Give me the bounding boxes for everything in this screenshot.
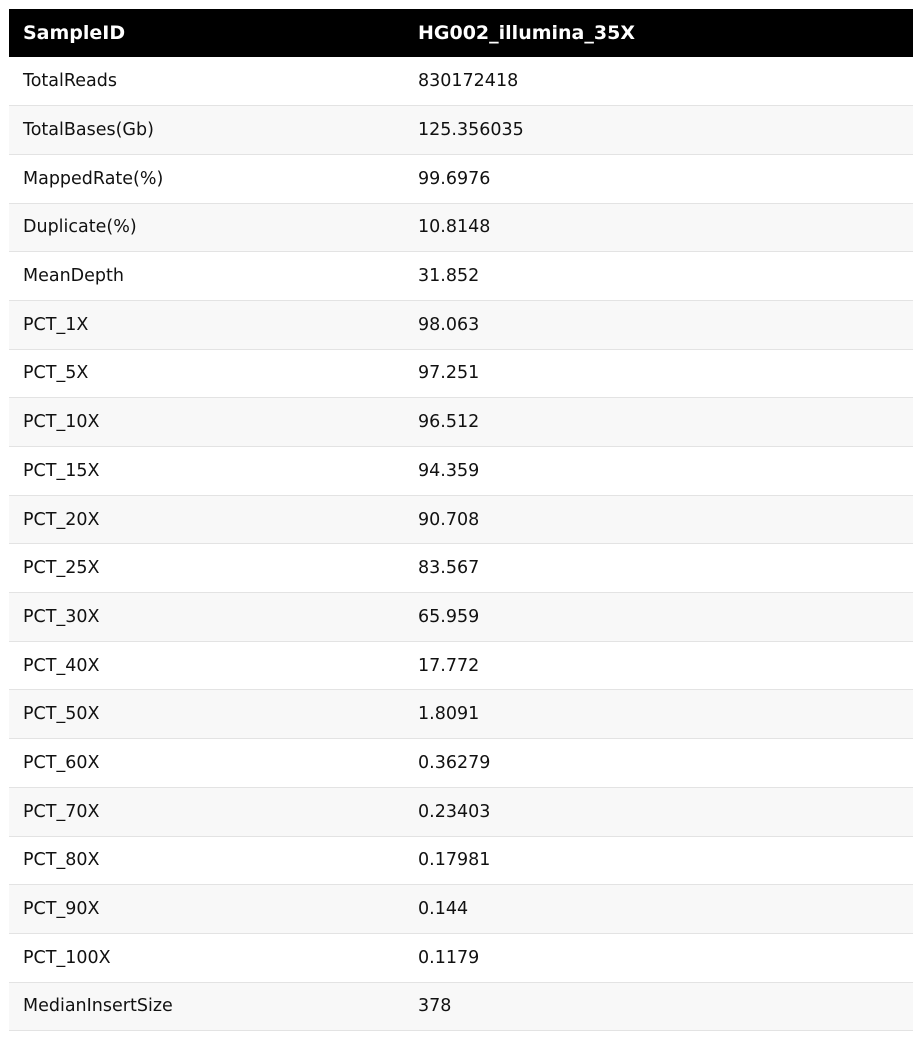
metric-name-cell: PCT_5X — [23, 363, 89, 384]
metric-name-cell: PCT_40X — [23, 655, 100, 676]
table-row — [9, 154, 913, 203]
header-cell-metric: SampleID — [23, 22, 126, 44]
metric-name-cell: Duplicate(%) — [23, 217, 137, 238]
header-cell-sample: HG002_illumina_35X — [418, 22, 635, 44]
metric-value-cell: 96.512 — [418, 412, 480, 433]
table-row — [9, 836, 913, 885]
table-row — [9, 739, 913, 788]
table-row — [9, 593, 913, 642]
metric-value-cell: 830172418 — [418, 71, 519, 92]
table-row — [9, 57, 913, 106]
metric-value-cell: 10.8148 — [418, 217, 491, 238]
metric-value-cell: 0.1179 — [418, 947, 480, 968]
table-row — [9, 398, 913, 447]
metric-name-cell: TotalReads — [23, 71, 117, 92]
metric-name-cell: MedianInsertSize — [23, 996, 173, 1017]
metric-value-cell: 31.852 — [418, 266, 480, 287]
table-row — [9, 787, 913, 836]
metric-value-cell: 0.17981 — [418, 850, 491, 871]
metric-name-cell: PCT_10X — [23, 412, 100, 433]
table-body — [9, 57, 913, 1031]
metric-value-cell: 17.772 — [418, 655, 480, 676]
metric-value-cell: 378 — [418, 996, 452, 1017]
metric-value-cell: 83.567 — [418, 558, 480, 579]
metric-name-cell: PCT_20X — [23, 509, 100, 530]
table-row — [9, 349, 913, 398]
table-row — [9, 203, 913, 252]
metric-value-cell: 125.356035 — [418, 120, 524, 141]
metric-value-cell: 0.23403 — [418, 801, 491, 822]
table-row — [9, 447, 913, 496]
qc-table-container — [9, 9, 913, 1031]
metric-value-cell: 1.8091 — [418, 704, 480, 725]
metric-name-cell: PCT_30X — [23, 606, 100, 627]
table-row — [9, 982, 913, 1031]
metric-name-cell: PCT_50X — [23, 704, 100, 725]
metric-name-cell: PCT_70X — [23, 801, 100, 822]
table-row — [9, 544, 913, 593]
table-row — [9, 495, 913, 544]
metric-name-cell: MeanDepth — [23, 266, 124, 287]
table-row — [9, 252, 913, 301]
metric-value-cell: 0.144 — [418, 899, 469, 920]
metric-value-cell: 97.251 — [418, 363, 480, 384]
header-row — [9, 9, 913, 57]
metric-name-cell: PCT_25X — [23, 558, 100, 579]
qc-metrics-table — [9, 9, 913, 1031]
metric-value-cell: 98.063 — [418, 314, 480, 335]
table-row — [9, 641, 913, 690]
metric-name-cell: PCT_80X — [23, 850, 100, 871]
metric-name-cell: PCT_60X — [23, 752, 100, 773]
metric-value-cell: 99.6976 — [418, 168, 491, 189]
metric-value-cell: 94.359 — [418, 460, 480, 481]
metric-value-cell: 90.708 — [418, 509, 480, 530]
metric-name-cell: TotalBases(Gb) — [23, 120, 154, 141]
metric-value-cell: 0.36279 — [418, 752, 491, 773]
metric-value-cell: 65.959 — [418, 606, 480, 627]
metric-name-cell: PCT_15X — [23, 460, 100, 481]
metric-name-cell: MappedRate(%) — [23, 168, 164, 189]
table-header — [9, 9, 913, 57]
metric-name-cell: PCT_100X — [23, 947, 111, 968]
table-row — [9, 106, 913, 155]
table-row — [9, 933, 913, 982]
table-row — [9, 885, 913, 934]
table-row — [9, 300, 913, 349]
metric-name-cell: PCT_1X — [23, 314, 89, 335]
metric-name-cell: PCT_90X — [23, 899, 100, 920]
table-row — [9, 690, 913, 739]
